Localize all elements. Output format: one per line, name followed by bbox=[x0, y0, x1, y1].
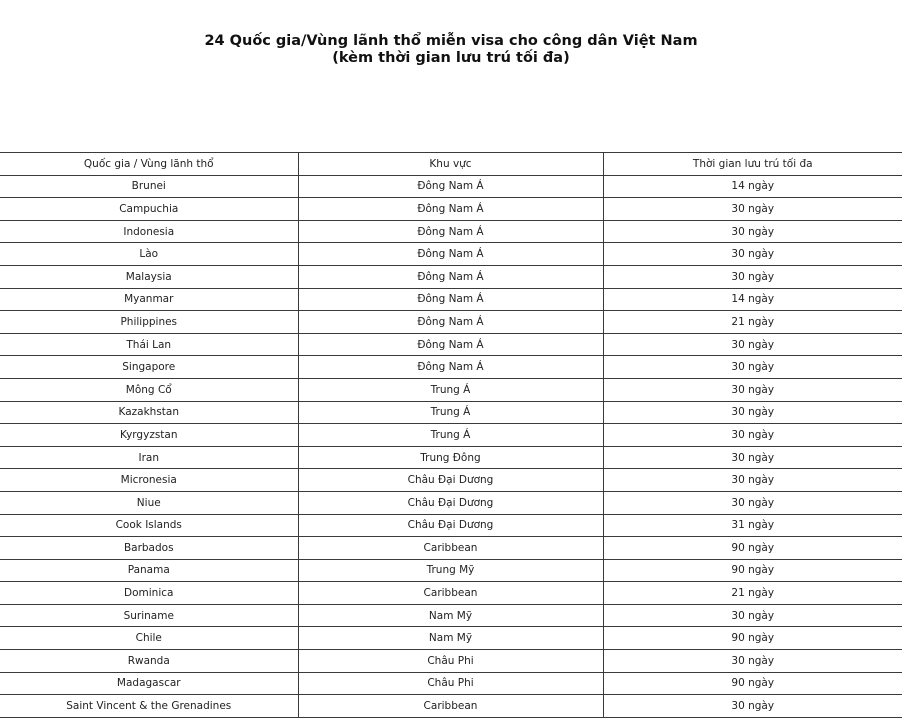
cell-region: Trung Á bbox=[298, 401, 603, 424]
cell-max-stay: 30 ngày bbox=[603, 220, 902, 243]
cell-region: Đông Nam Á bbox=[298, 198, 603, 221]
cell-country: Campuchia bbox=[0, 198, 298, 221]
table-row bbox=[0, 469, 902, 492]
cell-region: Caribbean bbox=[298, 582, 603, 605]
table-header-row bbox=[0, 153, 902, 176]
cell-region: Châu Đại Dương bbox=[298, 514, 603, 537]
cell-max-stay: 90 ngày bbox=[603, 672, 902, 695]
cell-max-stay: 30 ngày bbox=[603, 198, 902, 221]
table-row bbox=[0, 333, 902, 356]
cell-max-stay: 90 ngày bbox=[603, 627, 902, 650]
cell-region: Trung Á bbox=[298, 424, 603, 447]
cell-country: Singapore bbox=[0, 356, 298, 379]
cell-region: Châu Đại Dương bbox=[298, 469, 603, 492]
cell-country: Kazakhstan bbox=[0, 401, 298, 424]
cell-max-stay: 90 ngày bbox=[603, 537, 902, 560]
cell-max-stay: 30 ngày bbox=[603, 650, 902, 673]
table-row bbox=[0, 537, 902, 560]
cell-max-stay: 30 ngày bbox=[603, 469, 902, 492]
table-row bbox=[0, 604, 902, 627]
cell-region: Đông Nam Á bbox=[298, 220, 603, 243]
cell-country: Dominica bbox=[0, 582, 298, 605]
cell-max-stay: 30 ngày bbox=[603, 265, 902, 288]
table-row bbox=[0, 559, 902, 582]
cell-country: Malaysia bbox=[0, 265, 298, 288]
cell-country: Saint Vincent & the Grenadines bbox=[0, 695, 298, 718]
cell-max-stay: 30 ngày bbox=[603, 491, 902, 514]
cell-region: Đông Nam Á bbox=[298, 265, 603, 288]
cell-max-stay: 21 ngày bbox=[603, 582, 902, 605]
cell-country: Rwanda bbox=[0, 650, 298, 673]
cell-region: Châu Phi bbox=[298, 672, 603, 695]
cell-max-stay: 30 ngày bbox=[603, 378, 902, 401]
cell-region: Trung Mỹ bbox=[298, 559, 603, 582]
cell-region: Châu Phi bbox=[298, 650, 603, 673]
cell-country: Panama bbox=[0, 559, 298, 582]
cell-country: Chile bbox=[0, 627, 298, 650]
table-row bbox=[0, 695, 902, 718]
cell-country: Barbados bbox=[0, 537, 298, 560]
table-row bbox=[0, 424, 902, 447]
cell-country: Kyrgyzstan bbox=[0, 424, 298, 447]
cell-max-stay: 90 ngày bbox=[603, 559, 902, 582]
visa-table-container bbox=[0, 152, 902, 718]
cell-country: Iran bbox=[0, 446, 298, 469]
table-row bbox=[0, 446, 902, 469]
table-row bbox=[0, 311, 902, 334]
table-row bbox=[0, 491, 902, 514]
cell-country: Mông Cổ bbox=[0, 378, 298, 401]
cell-max-stay: 14 ngày bbox=[603, 288, 902, 311]
header-region: Khu vực bbox=[298, 153, 603, 176]
cell-max-stay: 30 ngày bbox=[603, 243, 902, 266]
visa-free-table bbox=[0, 152, 902, 718]
table-row bbox=[0, 627, 902, 650]
cell-region: Caribbean bbox=[298, 537, 603, 560]
table-row bbox=[0, 175, 902, 198]
title-line-1: 24 Quốc gia/Vùng lãnh thổ miễn visa cho công dân Việt Nam bbox=[204, 33, 698, 49]
cell-region: Đông Nam Á bbox=[298, 356, 603, 379]
cell-country: Brunei bbox=[0, 175, 298, 198]
cell-max-stay: 30 ngày bbox=[603, 424, 902, 447]
table-row bbox=[0, 356, 902, 379]
table-row bbox=[0, 220, 902, 243]
cell-region: Nam Mỹ bbox=[298, 627, 603, 650]
cell-country: Lào bbox=[0, 243, 298, 266]
table-row bbox=[0, 288, 902, 311]
table-row bbox=[0, 672, 902, 695]
cell-country: Suriname bbox=[0, 604, 298, 627]
cell-max-stay: 21 ngày bbox=[603, 311, 902, 334]
table-row bbox=[0, 401, 902, 424]
cell-region: Đông Nam Á bbox=[298, 333, 603, 356]
cell-max-stay: 30 ngày bbox=[603, 401, 902, 424]
cell-country: Philippines bbox=[0, 311, 298, 334]
cell-region: Đông Nam Á bbox=[298, 243, 603, 266]
cell-region: Đông Nam Á bbox=[298, 311, 603, 334]
cell-region: Trung Đông bbox=[298, 446, 603, 469]
table-row bbox=[0, 198, 902, 221]
cell-region: Đông Nam Á bbox=[298, 288, 603, 311]
cell-country: Myanmar bbox=[0, 288, 298, 311]
cell-country: Micronesia bbox=[0, 469, 298, 492]
cell-max-stay: 14 ngày bbox=[603, 175, 902, 198]
cell-max-stay: 31 ngày bbox=[603, 514, 902, 537]
table-body bbox=[0, 175, 902, 717]
cell-country: Niue bbox=[0, 491, 298, 514]
cell-country: Thái Lan bbox=[0, 333, 298, 356]
document-title bbox=[0, 33, 902, 67]
cell-max-stay: 30 ngày bbox=[603, 356, 902, 379]
cell-region: Châu Đại Dương bbox=[298, 491, 603, 514]
table-row bbox=[0, 582, 902, 605]
cell-max-stay: 30 ngày bbox=[603, 604, 902, 627]
cell-max-stay: 30 ngày bbox=[603, 446, 902, 469]
table-row bbox=[0, 378, 902, 401]
cell-region: Trung Á bbox=[298, 378, 603, 401]
cell-country: Madagascar bbox=[0, 672, 298, 695]
table-row bbox=[0, 514, 902, 537]
cell-country: Cook Islands bbox=[0, 514, 298, 537]
table-row bbox=[0, 243, 902, 266]
header-max-stay: Thời gian lưu trú tối đa bbox=[603, 153, 902, 176]
header-country: Quốc gia / Vùng lãnh thổ bbox=[0, 153, 298, 176]
table-row bbox=[0, 265, 902, 288]
cell-region: Đông Nam Á bbox=[298, 175, 603, 198]
cell-max-stay: 30 ngày bbox=[603, 333, 902, 356]
table-row bbox=[0, 650, 902, 673]
cell-region: Caribbean bbox=[298, 695, 603, 718]
cell-max-stay: 30 ngày bbox=[603, 695, 902, 718]
cell-region: Nam Mỹ bbox=[298, 604, 603, 627]
cell-country: Indonesia bbox=[0, 220, 298, 243]
title-line-2: (kèm thời gian lưu trú tối đa) bbox=[332, 50, 570, 66]
